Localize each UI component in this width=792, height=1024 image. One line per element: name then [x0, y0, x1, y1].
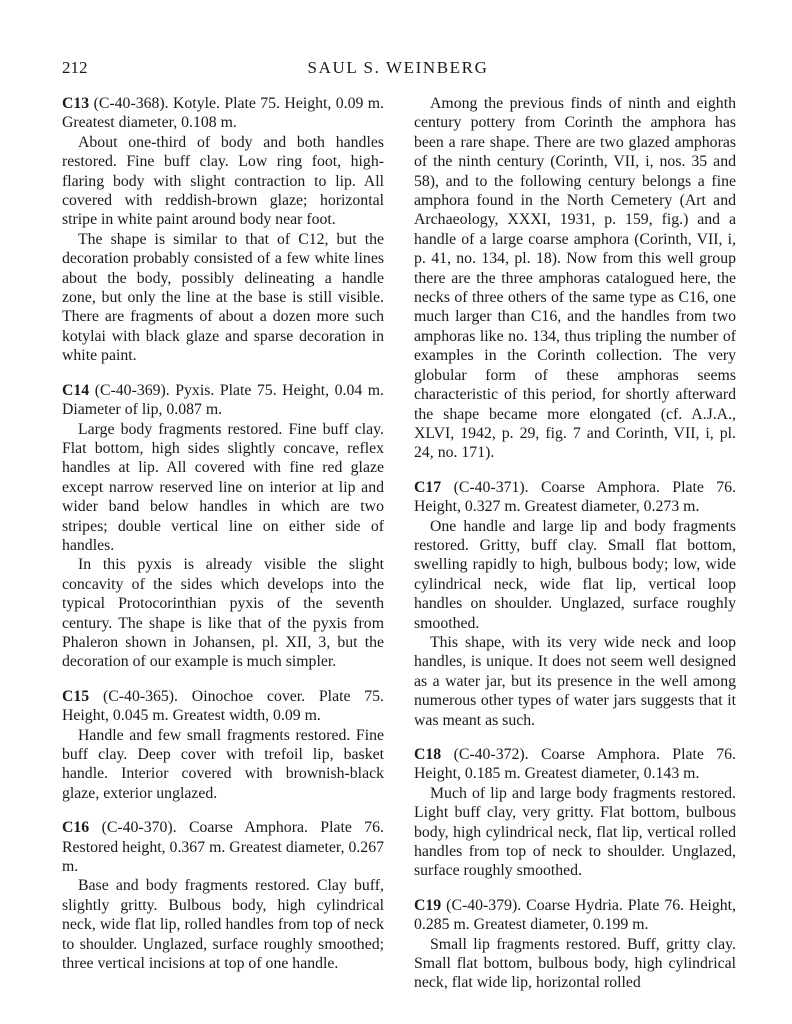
- catalog-entry-heading: [62, 687, 384, 726]
- catalog-entry-heading: [62, 94, 384, 133]
- entry-heading-text: (C-40-379). Coarse Hydria. Plate 76. Height, 0.285 m. Greatest diameter, 0.199 m.: [414, 896, 736, 934]
- entry-heading-text: (C-40-369). Pyxis. Plate 75. Height, 0.04 m. Diameter of lip, 0.087 m.: [62, 381, 384, 419]
- catalog-entry-heading: [62, 381, 384, 420]
- catalog-entry-heading: [414, 896, 736, 935]
- catalog-number: C19: [414, 896, 442, 914]
- entry-heading-text: (C-40-371). Coarse Amphora. Plate 76. Height, 0.327 m. Greatest diameter, 0.273 m.: [414, 478, 736, 516]
- page-number: 212: [62, 58, 88, 77]
- paragraph: This shape, with its very wide neck and loop handles, is unique. It does not seem well designed as a water jar, but its presence in the well among numerous other types of water jars suggests that it was meant as such.: [414, 633, 736, 729]
- entry-heading-text: (C-40-370). Coarse Amphora. Plate 76. Restored height, 0.367 m. Greatest diameter, 0.267 m.: [62, 819, 384, 876]
- paragraph: Small lip fragments restored. Buff, gritty clay. Small flat bottom, bulbous body, high cylindrical neck, flat wide lip, horizontal rolled: [414, 935, 736, 992]
- entry-heading-text: (C-40-365). Oinochoe cover. Plate 75. Height, 0.045 m. Greatest width, 0.09 m.: [62, 687, 384, 725]
- page-header: [62, 58, 734, 84]
- paragraph: About one-third of body and both handles restored. Fine buff clay. Low ring foot, high-flaring body with slight contraction to lip. All covered with reddish-brown glaze; horizontal stripe in white paint around body near foot.: [62, 133, 384, 229]
- paragraph: Large body fragments restored. Fine buff clay. Flat bottom, high sides slightly concave, reflex handles at lip. All covered with fine red glaze except narrow reserved line on interior at lip and wider band below handles in which are two stripes; double vertical line on either side of handles.: [62, 420, 384, 554]
- paragraph: Among the previous finds of ninth and eighth century pottery from Corinth the amphora has been a rare shape. There are two glazed amphoras of the ninth century (Corinth, VII, i, nos. 35 and 58), and to the following century belongs a fine amphora found in the North Cemetery (Art and Archaeology, XXXI, 1931, p. 159, fig.) and a handle of a large coarse amphora (Corinth, VII, i, p. 41, no. 134, pl. 18). Now from this well group there are the three amphoras catalogued here, the necks of three others of the same type as C16, one much larger than C16, and the handles from two amphoras like no. 134, thus tripling the number of examples in the Corinth collection. The very globular form of these amphoras seems characteristic of this period, for shortly afterward the shape became more elongated (cf. A.J.A., XLVI, 1942, p. 29, fig. 7 and Corinth, VII, i, pl. 24, no. 171).: [414, 95, 736, 462]
- paragraph: One handle and large lip and body fragments restored. Gritty, buff clay. Small flat bottom, swelling rapidly to high, bulbous body; low, wide cylindrical neck, wide flat lip, vertical loop handles on shoulder. Unglazed, surface roughly smoothed.: [414, 517, 736, 632]
- catalog-entry-heading: [414, 478, 736, 517]
- paragraph: In this pyxis is already visible the slight concavity of the sides which develops into the typical Protocorinthian pyxis of the seventh century. The shape is like that of the pyxis from Phaleron shown in Johansen, pl. XII, 3, but the decoration of our example is much simpler.: [62, 556, 384, 671]
- catalog-entry-heading: [414, 745, 736, 784]
- entry-heading-text: (C-40-372). Coarse Amphora. Plate 76. Height, 0.185 m. Greatest diameter, 0.143 m.: [414, 746, 736, 783]
- catalog-number: C18: [414, 746, 442, 763]
- catalog-number: C16: [62, 819, 90, 837]
- right-column: [414, 94, 736, 993]
- catalog-number: C13: [62, 95, 90, 112]
- catalog-entry-heading: [62, 818, 384, 876]
- paragraph: Handle and few small fragments restored. Fine buff clay. Deep cover with trefoil lip, basket handle. Interior covered with brownish-black glaze, exterior unglazed.: [62, 726, 384, 802]
- entry-heading-text: (C-40-368). Kotyle. Plate 75. Height, 0.09 m. Greatest diameter, 0.108 m.: [62, 95, 384, 132]
- catalog-number: C17: [414, 478, 442, 496]
- catalog-number: C14: [62, 381, 90, 399]
- paragraph: Much of lip and large body fragments restored. Light buff clay, very gritty. Flat bottom, bulbous body, high cylindrical neck, flat lip, vertical rolled handles from top of neck to shoulder. Unglazed, surface roughly smoothed.: [414, 784, 736, 880]
- paragraph: Base and body fragments restored. Clay buff, slightly gritty. Bulbous body, high cylindrical neck, wide flat lip, rolled handles from top of neck to shoulder. Unglazed, surface roughly smoothed; three vertical incisions at top of one handle.: [62, 877, 384, 973]
- catalog-number: C15: [62, 687, 90, 705]
- paragraph: The shape is similar to that of C12, but the decoration probably consisted of a few white lines about the body, possibly delineating a handle zone, but only the line at the base is still visible. There are fragments of about a dozen more such kotylai with black glaze and sparse decoration in white paint.: [62, 230, 384, 365]
- running-head: SAUL S. WEINBERG: [307, 58, 489, 77]
- left-column: [62, 94, 384, 973]
